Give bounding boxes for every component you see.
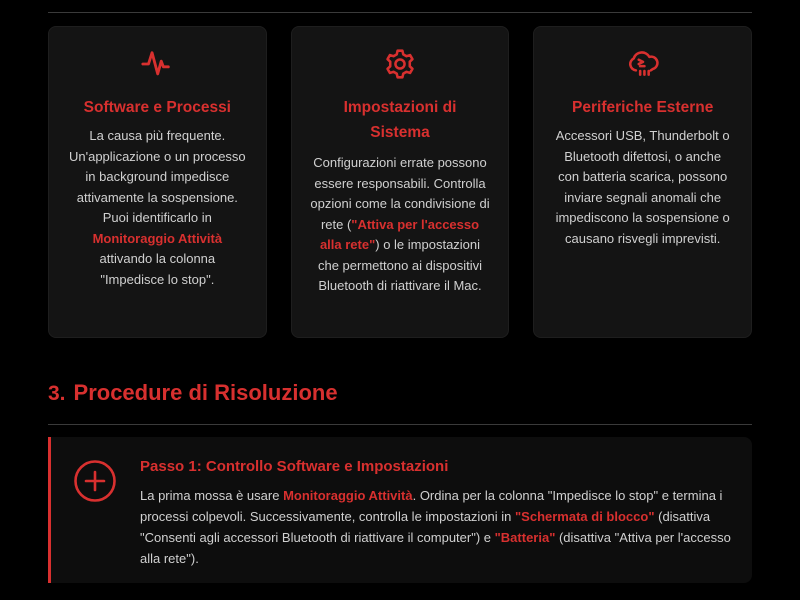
cause-card-settings <box>291 26 510 338</box>
activity-pulse-icon <box>140 47 174 81</box>
text-segment: ) o le impostazioni che permettono ai dispositivi Bluetooth di riattivare il Mac. <box>317 237 483 293</box>
text-segment: La causa più frequente. Un'applicazione o un processo in background impedisce attivamente la sospensione. Puoi identificarlo in <box>69 128 246 225</box>
highlight-monitoraggio-attivita: Monitoraggio Attività <box>283 488 413 503</box>
plus-circle-icon <box>73 459 117 503</box>
section-heading <box>48 380 338 406</box>
cause-card-title: Periferiche Esterne <box>572 99 714 116</box>
gear-icon <box>383 47 417 81</box>
text-segment: La prima mossa è usare <box>140 488 284 503</box>
cause-card-title: Software e Processi <box>83 99 231 116</box>
cause-card-text <box>67 126 248 290</box>
step-title: Passo 1: Controllo Software e Impostazioni <box>140 458 449 475</box>
text-segment: (disattiva "Consenti agli accessori Bluetooth di riattivare il computer") e <box>140 509 711 545</box>
text-segment: Configurazioni errate possono essere responsabili. Controlla opzioni come la condivisione di rete ( <box>310 155 490 232</box>
step-body <box>140 457 734 569</box>
cause-card-text <box>310 153 491 297</box>
highlight-attiva-accesso-rete: "Attiva per l'accesso alla rete" <box>319 216 480 252</box>
cause-card-text: Accessori USB, Thunderbolt o Bluetooth difettosi, o anche con batteria scarica, possono inviare segnali anomali che impediscono la sospensione o causano risvegli imprevisti. <box>555 128 730 246</box>
section-divider <box>48 424 752 425</box>
highlight-schermata-di-blocco: "Schermata di blocco" <box>515 509 655 524</box>
highlight-monitoraggio-attivita: Monitoraggio Attività <box>92 230 223 246</box>
section-title: Procedure di Risoluzione <box>73 380 338 405</box>
cause-card-title: Impostazioni di Sistema <box>343 99 457 141</box>
text-segment: (disattiva "Attiva per l'accesso alla rete"). <box>140 530 731 566</box>
text-segment: . Ordina per la colonna "Impedisce lo stop" e termina i processi colpevoli. Successivamente, controlla le impostazioni in <box>140 488 723 524</box>
highlight-batteria: "Batteria" <box>494 530 556 545</box>
causes-grid <box>48 26 752 338</box>
cause-card-peripherals <box>533 26 752 338</box>
text-segment: attivando la colonna "Impedisce lo stop". <box>99 251 216 287</box>
cloud-device-icon <box>626 47 660 81</box>
top-divider <box>48 12 752 13</box>
step-card-1 <box>48 437 752 583</box>
cause-card-software <box>48 26 267 338</box>
section-number: 3. <box>48 382 66 405</box>
step-text <box>140 485 734 569</box>
